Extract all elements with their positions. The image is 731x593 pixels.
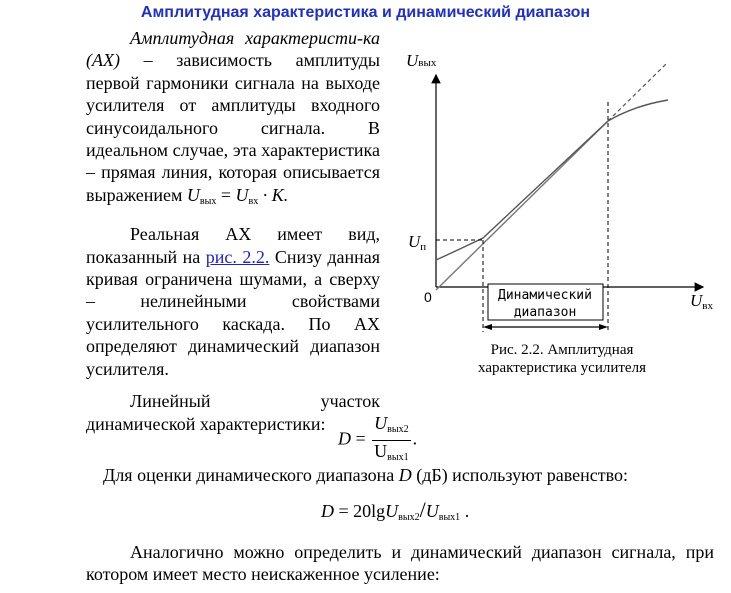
- left-column: [86, 27, 380, 435]
- figure-link[interactable]: рис. 2.2.: [205, 246, 270, 267]
- formula-db-sub2: вых1: [438, 512, 461, 523]
- formula-u-out: U: [186, 184, 200, 205]
- formula-db-u1: U: [385, 501, 399, 521]
- estimate-after: (дБ) используют равенство:: [411, 465, 628, 485]
- para2-before: Реальная АХ имеет вид, показанный на: [86, 224, 380, 267]
- origin-label: 0: [424, 289, 432, 305]
- y-axis-label: Uвых: [406, 51, 437, 70]
- formula-db-end: .: [460, 501, 470, 521]
- real-ax-paragraph: [86, 223, 380, 380]
- range-label-line1: Динамический: [498, 288, 592, 303]
- formula-d-fraction: [372, 413, 410, 468]
- noise-label: Uп: [408, 232, 427, 253]
- real-curve: [436, 100, 668, 260]
- formula-db-u2: U: [425, 501, 439, 521]
- formula-d-num-sub: вых2: [387, 424, 409, 435]
- range-arrowhead-left: [483, 324, 492, 330]
- formula-out-sub: вых: [199, 195, 217, 207]
- formula-db-sub1: вых2: [398, 512, 420, 523]
- estimate-var: D: [398, 465, 412, 485]
- formula-d-end: .: [412, 428, 418, 449]
- para2-after: Снизу данная кривая ограничена шумами, а сверху – нелинейными свойствами усилительного каскада. По АХ определяют динамический диапазон усилителя.: [86, 246, 381, 379]
- term-ax: Амплитудная характеристи-ка (АХ): [86, 28, 380, 71]
- formula-db-lhs: D: [321, 501, 334, 521]
- estimate-before: Для оценки динамического диапазона: [103, 465, 399, 485]
- formula-eq: =: [216, 184, 236, 205]
- formula-tail: · K.: [258, 184, 289, 205]
- amplitude-characteristic-figure: [398, 40, 728, 380]
- formula-d-lhs: D: [338, 428, 351, 449]
- formula-d-den-sub: вых1: [387, 452, 409, 463]
- formula-d-ratio: [338, 413, 417, 468]
- ideal-extension: [608, 64, 666, 121]
- intro-text: – зависимость амплитуды первой гармоники сигнала на выходе усилителя от амплитуды входного синусоидального сигнала. В идеальном случае, эта характеристика – прямая линия, которая описывается выражением: [86, 50, 380, 205]
- x-axis-label: Uвх: [690, 291, 713, 312]
- formula-d-db: [321, 497, 469, 523]
- formula-in-sub: вх: [248, 195, 259, 207]
- linear-section-paragraph: Линейный участок динамической характеристики:: [86, 391, 380, 434]
- formula-d-eq: =: [351, 428, 371, 449]
- page-title: Амплитудная характеристика и динамический диапазон: [140, 4, 591, 21]
- formula-d-den: U: [374, 441, 388, 461]
- estimate-sentence: [0, 465, 731, 486]
- signal-range-paragraph: [86, 541, 714, 586]
- formula-db-slash: /: [419, 497, 426, 522]
- range-label-line2: диапазон: [513, 305, 577, 320]
- figure-caption: Рис. 2.2. Амплитудная характеристика усилителя: [478, 342, 646, 376]
- ideal-line: [436, 121, 608, 290]
- signal-range-text: Аналогично можно определить и динамический диапазон сигнала, при котором имеет место неискаженное усиление:: [86, 542, 714, 585]
- formula-d-num: U: [374, 413, 388, 433]
- formula-db-mid: = 20lg: [334, 501, 386, 521]
- range-arrowhead-right: [599, 324, 608, 330]
- formula-u-in: U: [235, 184, 249, 205]
- intro-paragraph: [86, 27, 380, 213]
